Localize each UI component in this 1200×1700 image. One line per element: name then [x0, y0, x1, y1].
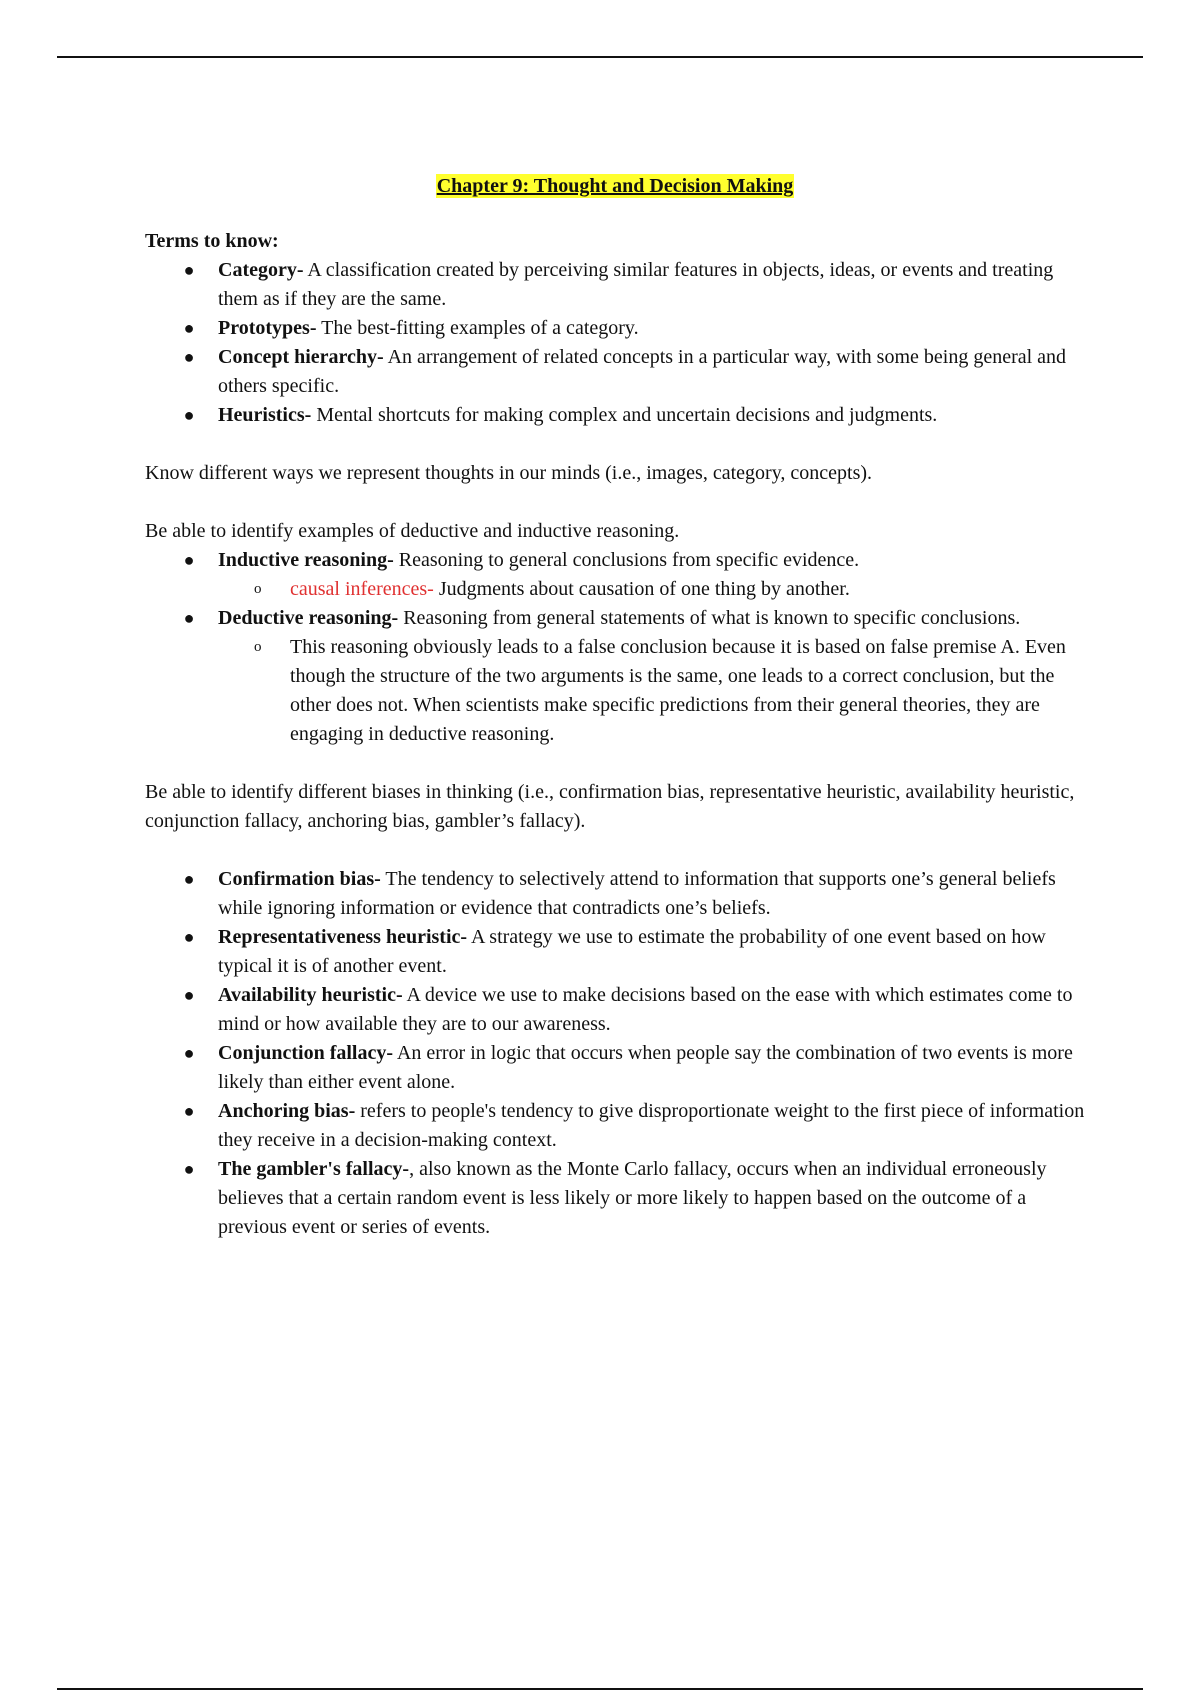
term-definition: A device we use to make decisions based on the ease with which estimates come to mind or how available they are to our awareness. [218, 984, 1073, 1035]
bullet-icon: ● [183, 347, 195, 367]
bullet-icon: ● [183, 1101, 195, 1121]
list-item [145, 343, 1085, 401]
terms-list [145, 256, 1085, 430]
term-definition: The best-fitting examples of a category. [316, 317, 639, 339]
terms-heading: Terms to know: [145, 230, 279, 252]
term-label: Heuristics- [218, 404, 312, 426]
list-item [145, 604, 1085, 749]
term-label: Anchoring bias- [218, 1100, 356, 1122]
term-definition: refers to people's tendency to give disproportionate weight to the first piece of information they receive in a decision-making context. [218, 1100, 1085, 1151]
list-item [145, 1039, 1085, 1097]
sub-list [218, 575, 1085, 604]
spacer [145, 488, 1085, 517]
bullet-icon: ● [183, 927, 195, 947]
term-label: Prototypes- [218, 317, 317, 339]
term-definition: Judgments about causation of one thing by another. [433, 578, 850, 600]
sub-list [218, 633, 1085, 749]
list-item [145, 401, 1085, 430]
term-label: Category- [218, 259, 304, 281]
term-definition: A classification created by perceiving similar features in objects, ideas, or events and treating them as if they are the same. [218, 259, 1054, 310]
reasoning-list [145, 546, 1085, 749]
spacer [145, 749, 1085, 778]
list-item [145, 1097, 1085, 1155]
biases-intro: Be able to identify different biases in thinking (i.e., confirmation bias, representative heuristic, availability heuristic, conjunction fallacy, anchoring bias, gambler’s fallacy). [145, 781, 1075, 832]
term-label: Confirmation bias- [218, 868, 381, 890]
bullet-icon: ● [183, 869, 195, 889]
term-label: Representativeness heuristic- [218, 926, 468, 948]
list-item [145, 314, 1085, 343]
bottom-rule [57, 1688, 1143, 1690]
top-rule [57, 56, 1143, 58]
term-label: causal inferences- [290, 578, 434, 600]
sub-item-text: This reasoning obviously leads to a false conclusion because it is based on false premise A. Even though the structure of the two arguments is the same, one leads to a correct conclusion, but the other does not. When scientists make specific predictions from their general theories, they are engaging in deductive reasoning. [290, 636, 1066, 745]
term-definition: Mental shortcuts for making complex and uncertain decisions and judgments. [311, 404, 938, 426]
spacer [145, 836, 1085, 865]
term-definition: Reasoning from general statements of what is known to specific conclusions. [398, 607, 1021, 629]
page-title: Chapter 9: Thought and Decision Making [436, 175, 794, 197]
list-item [145, 981, 1085, 1039]
spacer [145, 430, 1085, 459]
bullet-icon: ● [183, 1159, 195, 1179]
bullet-icon: ● [183, 318, 195, 338]
list-item [145, 923, 1085, 981]
term-label: Inductive reasoning- [218, 549, 394, 571]
term-definition: , also known as the Monte Carlo fallacy, occurs when an individual erroneously believes that a certain random event is less likely or more likely to happen based on the outcome of a previous event or series of events. [218, 1158, 1047, 1238]
list-item [145, 546, 1085, 604]
bullet-icon: ● [183, 550, 195, 570]
title-wrap [145, 172, 1085, 201]
term-label: Deductive reasoning- [218, 607, 399, 629]
represent-paragraph: Know different ways we represent thoughts in our minds (i.e., images, category, concepts). [145, 462, 873, 484]
list-item [145, 1155, 1085, 1242]
term-definition: A strategy we use to estimate the probability of one event based on how typical it is of another event. [218, 926, 1046, 977]
sub-list-item [218, 633, 1085, 749]
term-label: Conjunction fallacy- [218, 1042, 393, 1064]
term-label: The gambler's fallacy- [218, 1158, 410, 1180]
bullet-icon: ● [183, 608, 195, 628]
term-definition: The tendency to selectively attend to information that supports one’s general beliefs while ignoring information or evidence that contradicts one’s beliefs. [218, 868, 1056, 919]
biases-list [145, 865, 1085, 1242]
term-definition: An arrangement of related concepts in a particular way, with some being general and others specific. [218, 346, 1067, 397]
list-item [145, 865, 1085, 923]
list-item [145, 256, 1085, 314]
term-definition: An error in logic that occurs when people say the combination of two events is more likely than either event alone. [218, 1042, 1073, 1093]
bullet-icon: ● [183, 260, 195, 280]
reasoning-intro: Be able to identify examples of deductive and inductive reasoning. [145, 520, 680, 542]
bullet-icon: ● [183, 985, 195, 1005]
bullet-icon: ● [183, 1043, 195, 1063]
document-body [145, 172, 1085, 1242]
circle-bullet-icon: o [254, 581, 262, 597]
term-label: Availability heuristic- [218, 984, 403, 1006]
term-definition: Reasoning to general conclusions from specific evidence. [393, 549, 860, 571]
bullet-icon: ● [183, 405, 195, 425]
term-label: Concept hierarchy- [218, 346, 384, 368]
circle-bullet-icon: o [254, 639, 262, 655]
sub-list-item [218, 575, 1085, 604]
